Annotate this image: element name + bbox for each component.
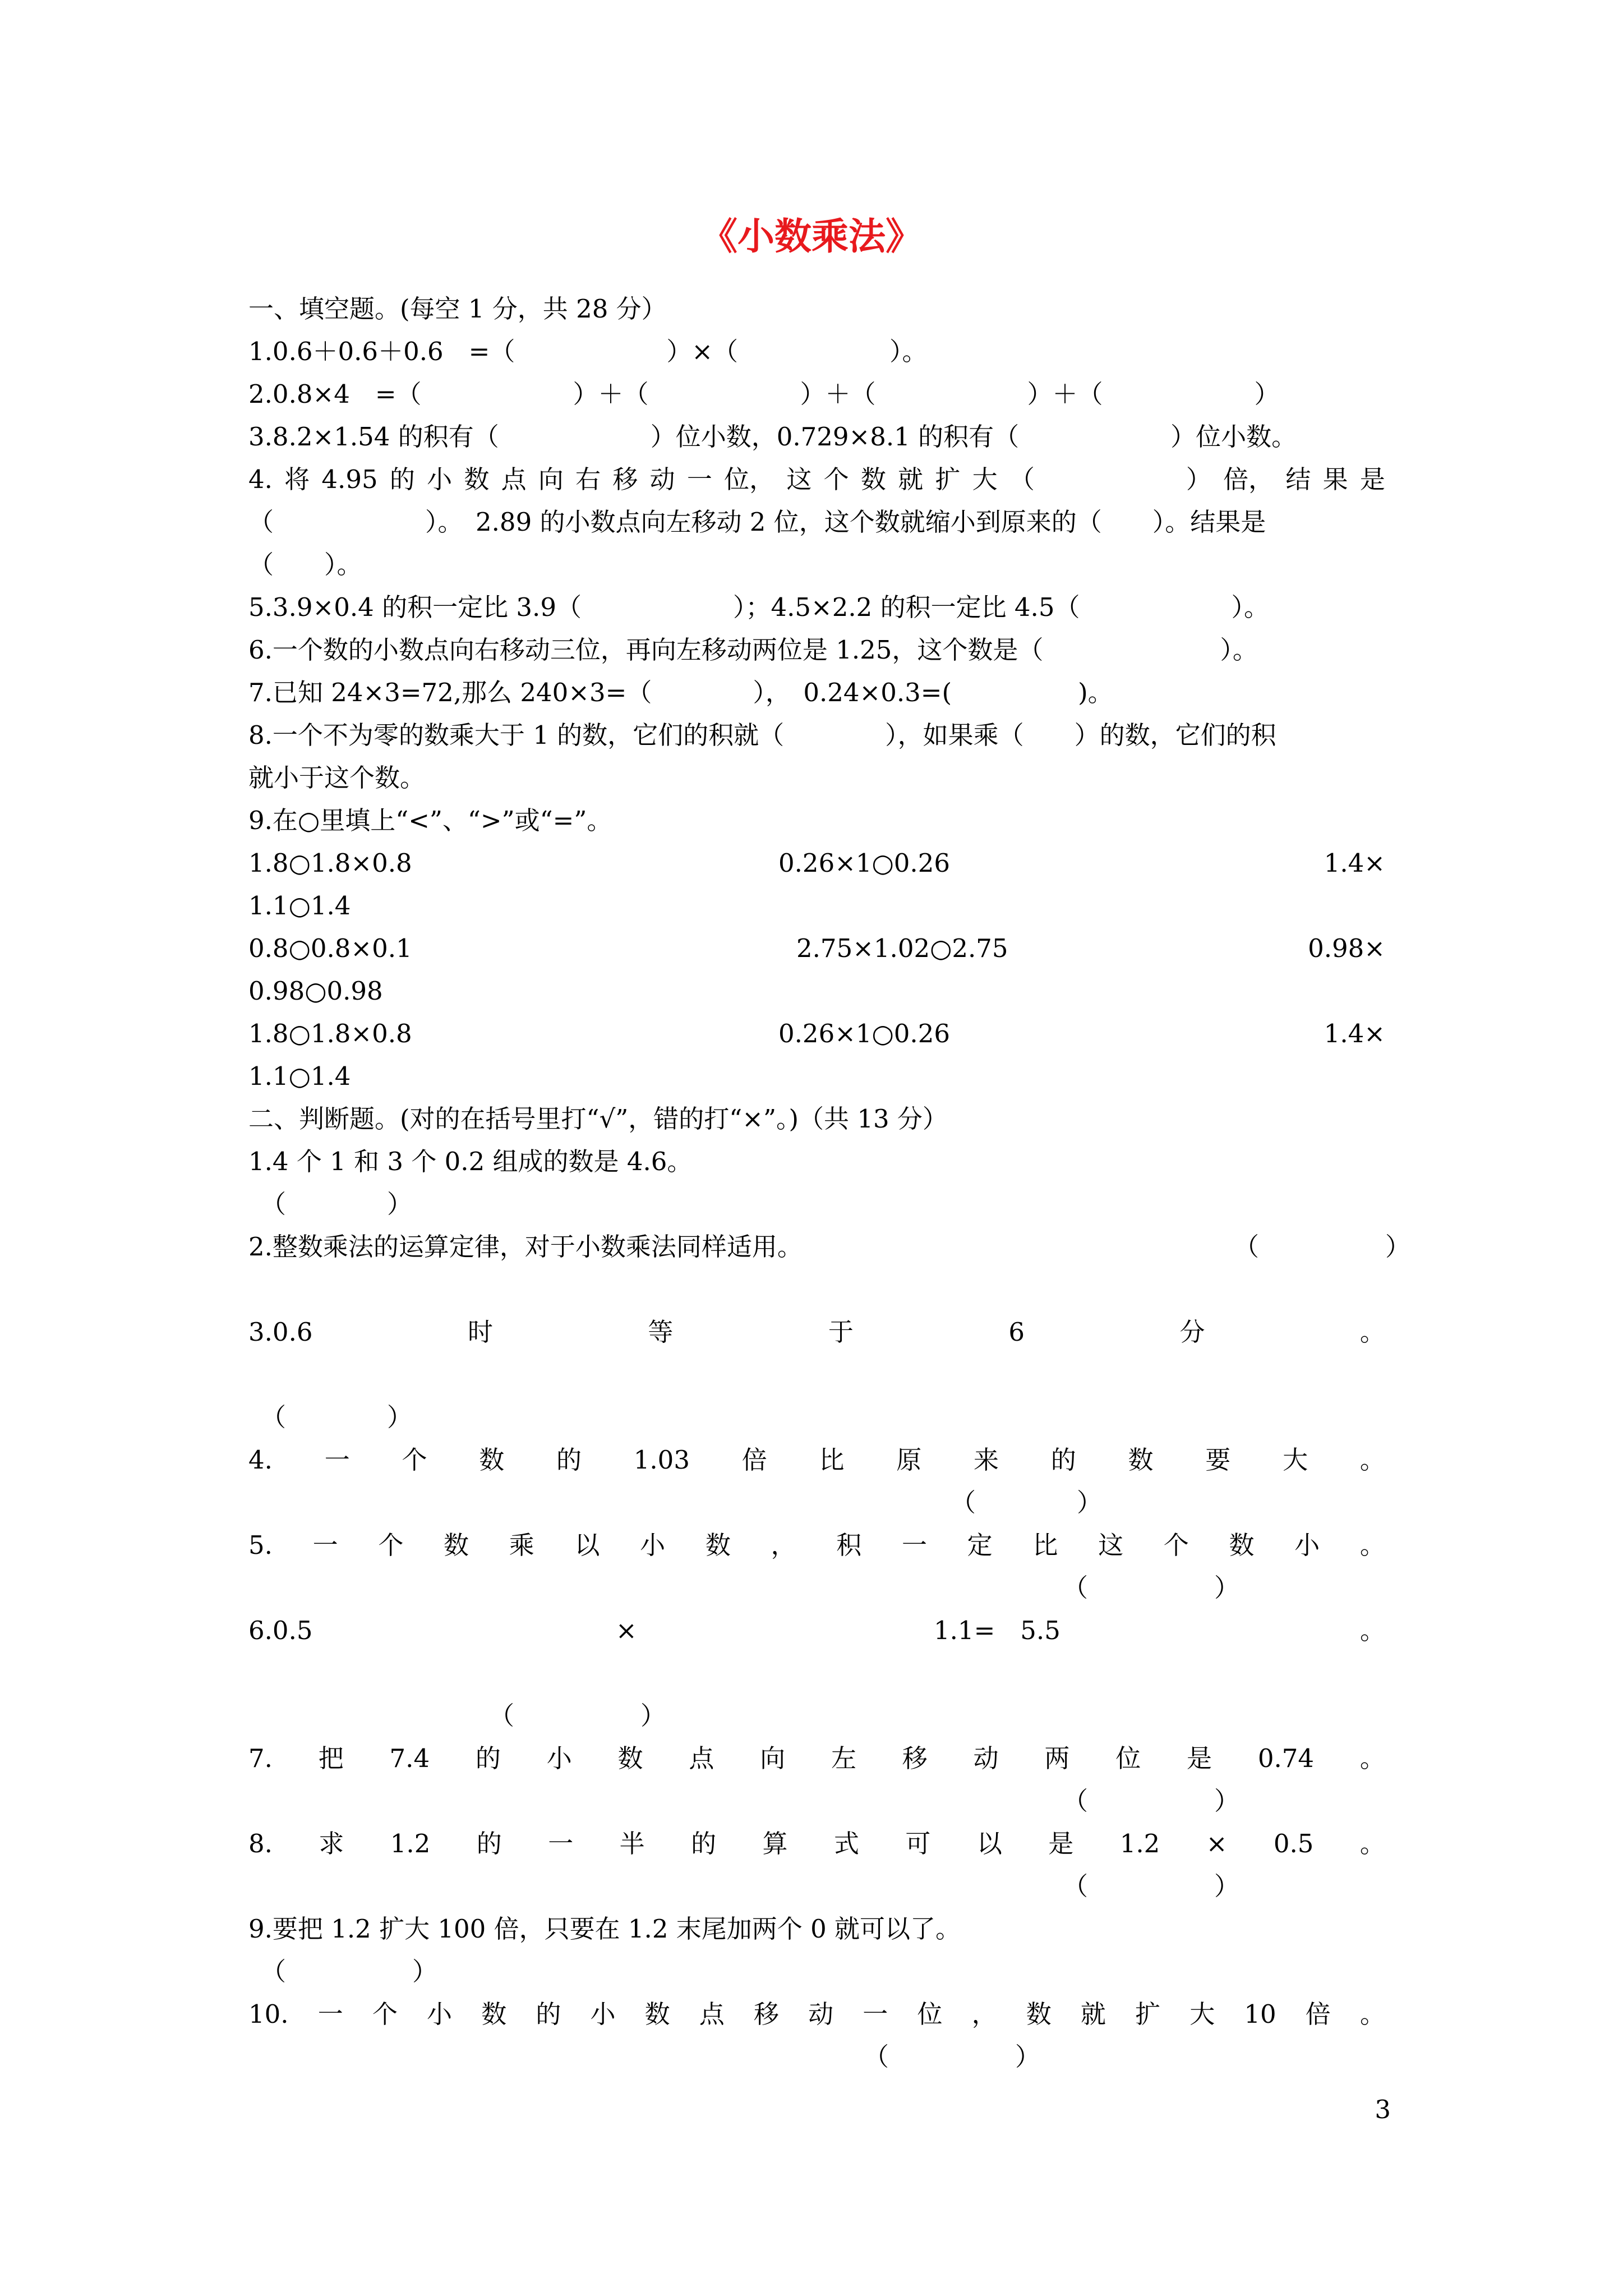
word-token: 比 [1032, 1530, 1058, 1560]
word-token: 小 [590, 1999, 616, 2029]
word-token: 5. [248, 1530, 273, 1560]
word-token: 。 [1359, 1743, 1385, 1773]
word-token: 位 [917, 1999, 943, 2029]
compare-2-3: 0.98× [1308, 933, 1385, 963]
word-token: 数 [464, 464, 490, 494]
word-token: 10. [248, 1999, 289, 2029]
word-token: 点 [689, 1743, 714, 1773]
word-token: 倍 [1305, 1999, 1331, 2029]
word-token: 算 [762, 1829, 788, 1858]
word-token: 6 [1008, 1317, 1025, 1347]
word-token: 数 [479, 1445, 505, 1475]
judge-5-answer: （ ） [1063, 1573, 1240, 1603]
word-token: 右 [575, 464, 601, 494]
word-token: 可 [905, 1829, 931, 1858]
word-token: 点 [501, 464, 527, 494]
word-token: （ ） [1009, 464, 1211, 494]
word-token: 7. [248, 1743, 273, 1773]
word-token: 一 [686, 464, 712, 494]
judge-7 [248, 1743, 1385, 1773]
compare-3-2: 0.26×1○0.26 [778, 1019, 950, 1048]
word-token: 大 [1189, 1999, 1215, 2029]
word-token: 是 [1359, 464, 1385, 494]
word-token: 于 [828, 1317, 854, 1347]
word-token: 1.03 [633, 1445, 690, 1475]
word-token: 。 [1359, 1445, 1385, 1475]
compare-1-2: 0.26×1○0.26 [778, 848, 950, 878]
judge-2: 2.整数乘法的运算定律，对于小数乘法同样适用。 [248, 1232, 803, 1262]
judge-1: 1.4 个 1 和 3 个 0.2 组成的数是 4.6。 [248, 1147, 693, 1176]
word-token: 的 [389, 464, 415, 494]
question-8-line2: 就小于这个数。 [248, 763, 426, 793]
section1-heading: 一、填空题。(每空 1 分，共 28 分） [248, 294, 667, 324]
compare-3-3-cont: 1.1○1.4 [248, 1061, 351, 1091]
word-token: 小 [640, 1530, 666, 1560]
question-1: 1.0.6＋0.6＋0.6 =（ ）×（ ）。 [248, 337, 928, 366]
question-4-line3: （ ）。 [248, 550, 362, 579]
word-token: 1.2 [390, 1829, 431, 1858]
compare-3-3: 1.4× [1324, 1019, 1385, 1048]
word-token: 10 [1244, 1999, 1276, 2029]
word-token: ， [771, 1530, 796, 1560]
word-token: 个 [378, 1530, 404, 1560]
word-token: 等 [648, 1317, 674, 1347]
judge-8 [248, 1831, 1385, 1856]
word-token: 大 [972, 464, 998, 494]
word-token: 移 [902, 1743, 928, 1773]
word-token: 定 [967, 1530, 993, 1560]
word-token: 果 [1322, 464, 1348, 494]
judge-9: 9.要把 1.2 扩大 100 倍，只要在 1.2 末尾加两个 0 就可以了。 [248, 1914, 961, 1944]
word-token: 是 [1187, 1743, 1212, 1773]
section2-heading: 二、判断题。(对的在括号里打“√”，错的打“×”。)（共 13 分） [248, 1104, 948, 1134]
word-token: 要 [1205, 1445, 1231, 1475]
word-token: 将 [284, 464, 310, 494]
word-token: 的 [556, 1445, 582, 1475]
question-4-line2: （ ）。 2.89 的小数点向左移动 2 位，这个数就缩小到原来的（ ）。结果是 [248, 507, 1266, 537]
word-token: 0.5 [1273, 1829, 1314, 1858]
word-token: 动 [973, 1743, 999, 1773]
word-token: 一 [901, 1530, 927, 1560]
judge-1-answer: （ ） [261, 1189, 413, 1219]
word-token: 乘 [509, 1530, 534, 1560]
compare-2-2: 2.75×1.02○2.75 [796, 933, 1008, 963]
word-token: 倍， [1223, 464, 1274, 494]
word-token: × [1206, 1829, 1228, 1858]
compare-3-1: 1.8○1.8×0.8 [248, 1019, 412, 1048]
word-token: 位， [724, 464, 775, 494]
word-token: 移 [753, 1999, 779, 2029]
word-token: 的 [1050, 1445, 1076, 1475]
judge-9-answer: （ ） [261, 1957, 438, 1986]
word-token: 左 [831, 1743, 856, 1773]
word-token: 数 [1128, 1445, 1154, 1475]
word-token: 7.4 [389, 1743, 430, 1773]
word-token: 来 [974, 1445, 999, 1475]
word-token: 动 [808, 1999, 834, 2029]
word-token: 扩 [935, 464, 961, 494]
question-8-line1: 8.一个不为零的数乘大于 1 的数，它们的积就（ ），如果乘（ ）的数，它们的积 [248, 720, 1276, 750]
word-token: ， [971, 1999, 997, 2029]
word-token: 是 [1048, 1829, 1074, 1858]
word-token: 数 [444, 1530, 469, 1560]
word-token: 数 [1229, 1530, 1255, 1560]
compare-2-3-cont: 0.98○0.98 [248, 976, 383, 1006]
word-token: 以 [976, 1829, 1002, 1858]
word-token: 8. [248, 1829, 273, 1858]
question-7: 7.已知 24×3=72,那么 240×3=（ ）， 0.24×0.3=( )。 [248, 678, 1113, 707]
judge-6-part1: 6.0.5 [248, 1616, 313, 1645]
judge-6-part4: 。 [1359, 1616, 1385, 1645]
word-token: 原 [896, 1445, 922, 1475]
word-token: 半 [619, 1829, 645, 1858]
question-2: 2.0.8×4 =（ ）＋（ ）＋（ ）＋（ ） [248, 379, 1280, 409]
judge-4-answer: （ ） [951, 1488, 1103, 1517]
judge-10 [248, 2001, 1385, 2027]
judge-3-answer: （ ） [261, 1402, 413, 1432]
word-token: 就 [898, 464, 924, 494]
word-token: 4.95 [321, 464, 378, 494]
word-token: 时 [467, 1317, 493, 1347]
word-token: 小 [1294, 1530, 1320, 1560]
word-token: 。 [1359, 1530, 1385, 1560]
compare-2-1: 0.8○0.8×0.1 [248, 933, 412, 963]
word-token: 分 [1179, 1317, 1205, 1347]
word-token: 3.0.6 [248, 1317, 313, 1347]
word-token: 向 [760, 1743, 786, 1773]
word-token: 移 [612, 464, 638, 494]
word-token: 个 [372, 1999, 398, 2029]
compare-1-3: 1.4× [1324, 848, 1385, 878]
word-token: 。 [1359, 1829, 1385, 1858]
question-6: 6.一个数的小数点向右移动三位，再向左移动两位是 1.25，这个数是（ ）。 [248, 635, 1258, 665]
word-token: 的 [691, 1829, 717, 1858]
page-number: 3 [1375, 2095, 1391, 2124]
word-token: 一 [312, 1530, 338, 1560]
word-token: 小 [546, 1743, 572, 1773]
judge-2-answer: （ ） [1234, 1232, 1411, 1262]
word-token: 大 [1283, 1445, 1308, 1475]
word-token: 小 [427, 1999, 453, 2029]
word-token: 一 [317, 1999, 343, 2029]
judge-7-answer: （ ） [1063, 1786, 1240, 1816]
compare-1-3-cont: 1.1○1.4 [248, 891, 351, 921]
word-token: 一 [324, 1445, 350, 1475]
judge-3 [248, 1319, 1385, 1345]
judge-10-answer: （ ） [864, 2042, 1041, 2072]
word-token: 的 [476, 1829, 502, 1858]
word-token: 向 [538, 464, 564, 494]
word-token: 个 [823, 464, 849, 494]
word-token: 个 [402, 1445, 427, 1475]
word-token: 就 [1080, 1999, 1106, 2029]
judge-5 [248, 1530, 1385, 1560]
word-token: 一 [863, 1999, 888, 2029]
word-token: 倍 [741, 1445, 767, 1475]
word-token: 这 [1098, 1530, 1124, 1560]
word-token: 扩 [1135, 1999, 1161, 2029]
judge-6-answer: （ ） [489, 1701, 666, 1731]
word-token: 的 [475, 1743, 501, 1773]
word-token: 这 [786, 464, 812, 494]
word-token: 1.2 [1119, 1829, 1160, 1858]
word-token: 点 [699, 1999, 725, 2029]
judge-4 [248, 1447, 1385, 1473]
word-token: 一 [548, 1829, 574, 1858]
word-token: 求 [319, 1829, 344, 1858]
word-token: 0.74 [1257, 1743, 1315, 1773]
judge-6-part3: 1.1= 5.5 [934, 1616, 1061, 1645]
word-token: 以 [574, 1530, 600, 1560]
word-token: 数 [644, 1999, 670, 2029]
question-3: 3.8.2×1.54 的积有（ ）位小数，0.729×8.1 的积有（ ）位小数。 [248, 422, 1297, 452]
word-token: 数 [481, 1999, 507, 2029]
word-token: 数 [1026, 1999, 1052, 2029]
word-token: 数 [617, 1743, 643, 1773]
word-token: 动 [649, 464, 675, 494]
word-token: 数 [705, 1530, 731, 1560]
word-token: 式 [833, 1829, 859, 1858]
word-token: 位 [1115, 1743, 1141, 1773]
judge-8-answer: （ ） [1063, 1871, 1240, 1901]
word-token: 把 [318, 1743, 344, 1773]
word-token: 小 [427, 464, 453, 494]
question-5: 5.3.9×0.4 的积一定比 3.9（ ）；4.5×2.2 的积一定比 4.5（ ）。 [248, 592, 1269, 622]
judge-6-part2: × [616, 1616, 637, 1645]
compare-1-1: 1.8○1.8×0.8 [248, 848, 412, 878]
word-token: 比 [819, 1445, 845, 1475]
word-token: 的 [536, 1999, 561, 2029]
word-token: 积 [836, 1530, 862, 1560]
word-token: 。 [1359, 1317, 1385, 1347]
word-token: 数 [860, 464, 886, 494]
question-4-line1 [248, 464, 1385, 494]
worksheet-title: 《小数乘法》 [700, 214, 923, 258]
word-token: 两 [1044, 1743, 1070, 1773]
word-token: 4. [248, 1445, 273, 1475]
question-9: 9.在○里填上“<”、“>”或“=”。 [248, 806, 612, 835]
word-token: 4. [248, 464, 273, 494]
word-token: 结 [1285, 464, 1311, 494]
word-token: 个 [1163, 1530, 1189, 1560]
word-token: 。 [1359, 1999, 1385, 2029]
